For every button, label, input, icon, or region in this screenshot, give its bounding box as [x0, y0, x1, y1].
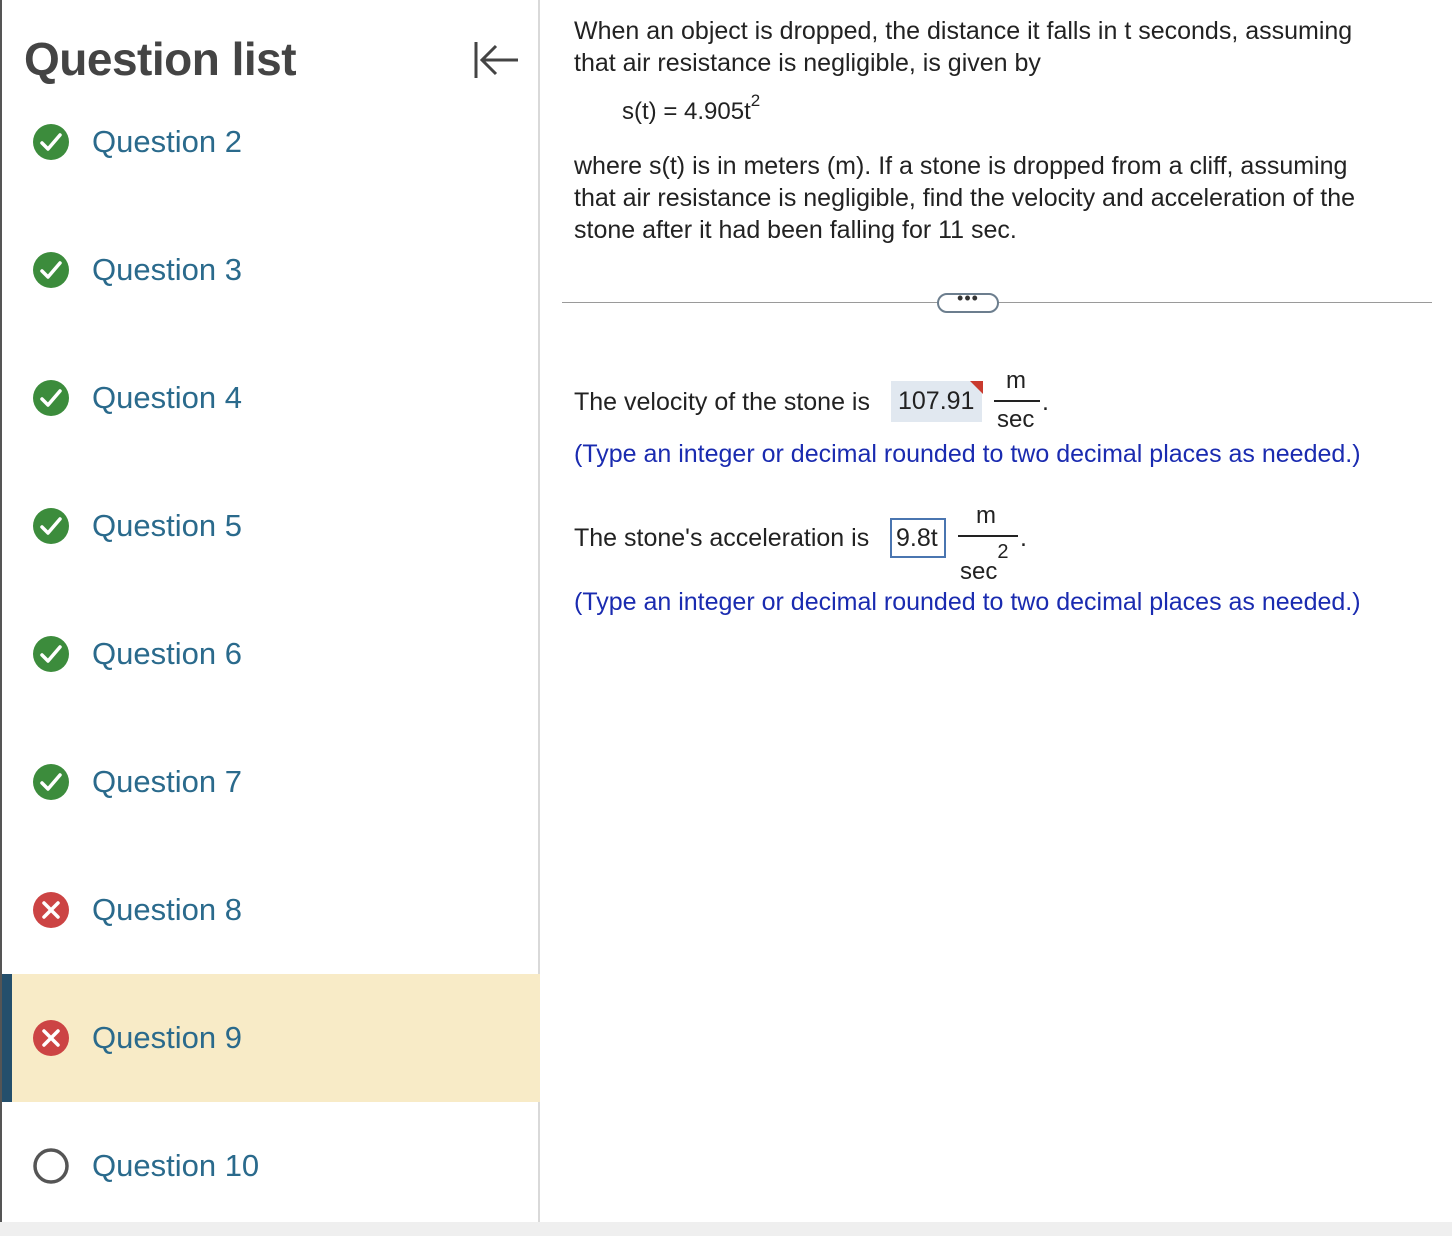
- question-list-item-label: Question 8: [92, 892, 242, 927]
- question-list-item[interactable]: [2, 462, 540, 590]
- question-text-line-5: stone after it had been falling for 11 sec.: [574, 216, 1017, 244]
- incorrect-x-icon: [32, 1019, 70, 1057]
- collapse-left-icon: [472, 38, 524, 82]
- question-list-item[interactable]: [2, 334, 540, 462]
- incorrect-x-icon: [32, 891, 70, 929]
- acceleration-unit-denominator: [960, 541, 1009, 586]
- question-text-line-3: where s(t) is in meters (m). If a stone is dropped from a cliff, assuming: [574, 152, 1348, 180]
- formula-exponent: 2: [750, 91, 761, 110]
- question-list-item-label: Question 4: [92, 380, 242, 415]
- velocity-unit-numerator: m: [1006, 367, 1026, 394]
- question-list-item[interactable]: [2, 974, 540, 1102]
- acceleration-hint: (Type an integer or decimal rounded to two decimal places as needed.): [574, 588, 1361, 616]
- distance-formula: [622, 91, 761, 126]
- acceleration-fraction-bar: [958, 535, 1018, 537]
- velocity-fraction-bar: [994, 400, 1040, 402]
- sidebar-title: Question list: [24, 33, 297, 85]
- correct-check-icon: [32, 507, 70, 545]
- formula-base: s(t) = 4.905t: [622, 98, 751, 125]
- velocity-unit-denominator: sec: [997, 406, 1035, 433]
- velocity-prompt: The velocity of the stone is: [574, 388, 870, 416]
- question-list-item-label: Question 6: [92, 636, 242, 671]
- collapse-sidebar-button[interactable]: [472, 38, 524, 82]
- correct-check-icon: [32, 123, 70, 161]
- correct-check-icon: [32, 763, 70, 801]
- correct-check-icon: [32, 251, 70, 289]
- question-list-item-label: Question 3: [92, 252, 242, 287]
- question-text-line-2: that air resistance is negligible, is given by: [574, 49, 1041, 77]
- question-list-item-label: Question 7: [92, 764, 242, 799]
- question-list-item[interactable]: [2, 206, 540, 334]
- acceleration-unit-exponent: 2: [997, 541, 1009, 563]
- bottom-scroll-bar: [0, 1222, 1452, 1236]
- velocity-period: .: [1042, 388, 1049, 416]
- acceleration-unit-numerator: m: [976, 502, 996, 529]
- velocity-answer-field[interactable]: 107.91: [891, 381, 982, 422]
- question-list-sidebar: [0, 0, 540, 1222]
- question-list-item-label: Question 9: [92, 1020, 242, 1055]
- question-text-line-1: When an object is dropped, the distance it falls in t seconds, assuming: [574, 17, 1353, 45]
- acceleration-unit-base: sec: [960, 558, 998, 585]
- question-list-item-label: Question 10: [92, 1148, 260, 1183]
- velocity-hint: (Type an integer or decimal rounded to two decimal places as needed.): [574, 440, 1361, 468]
- correct-check-icon: [32, 635, 70, 673]
- acceleration-answer-input[interactable]: 9.8t: [890, 518, 946, 558]
- question-text-line-4: that air resistance is negligible, find the velocity and acceleration of the: [574, 184, 1356, 212]
- question-list-item[interactable]: [2, 718, 540, 846]
- question-list-item[interactable]: [2, 846, 540, 974]
- question-list-item[interactable]: [2, 78, 540, 206]
- question-list-item[interactable]: [2, 1102, 540, 1230]
- question-list-item-label: Question 2: [92, 124, 242, 159]
- acceleration-period: .: [1020, 524, 1027, 552]
- acceleration-prompt: The stone's acceleration is: [574, 524, 870, 552]
- correct-check-icon: [32, 379, 70, 417]
- unanswered-circle-icon: [32, 1147, 70, 1185]
- show-more-button[interactable]: •••: [937, 293, 999, 313]
- question-list-item[interactable]: [2, 590, 540, 718]
- question-list-item-label: Question 5: [92, 508, 242, 543]
- incorrect-flag-icon: [970, 381, 983, 394]
